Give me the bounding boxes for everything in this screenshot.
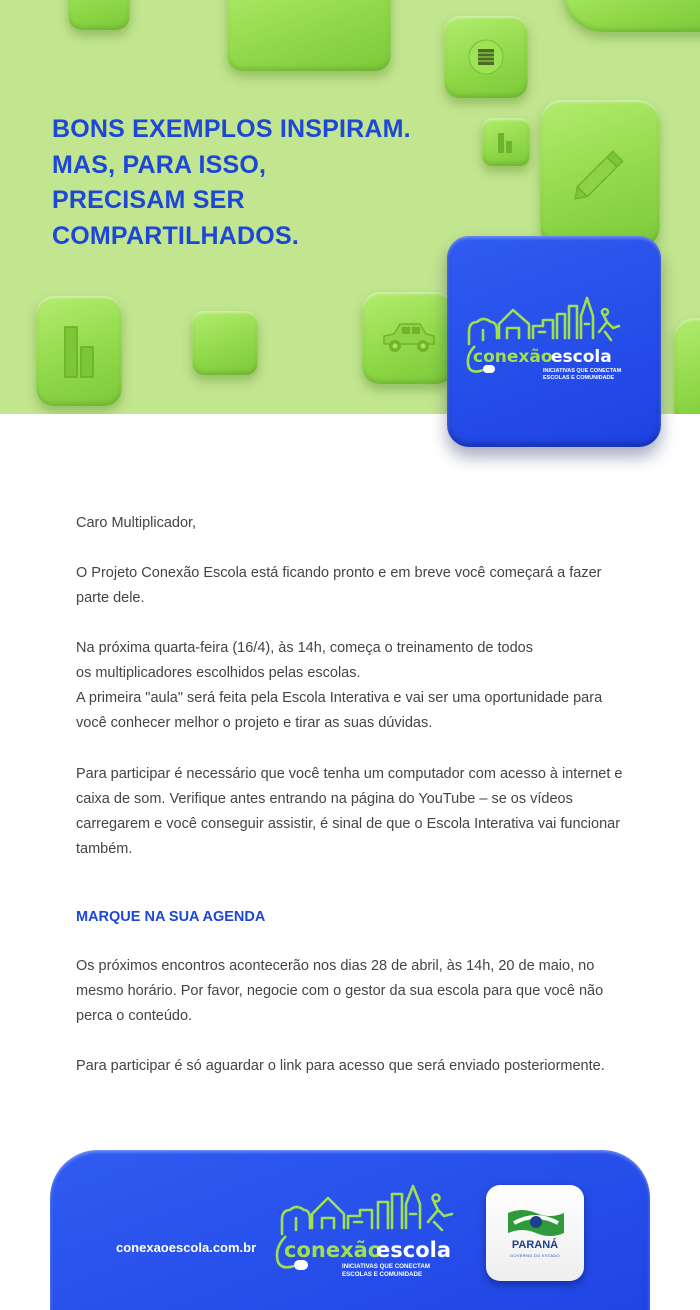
hero-headline: BONS EXEMPLOS INSPIRAM. MAS, PARA ISSO, PRECISAM SER COMPARTILHADOS. xyxy=(52,115,411,250)
decorative-tile xyxy=(563,0,700,32)
chart-tile xyxy=(36,296,122,406)
conexao-escola-logo xyxy=(447,236,661,447)
logo-tagline: ESCOLAS E COMUNIDADE xyxy=(342,1271,423,1278)
logo-word2: escola xyxy=(551,347,612,367)
parana-name: PARANÁ xyxy=(511,1239,559,1251)
paragraph: os multiplicadores escolhidos pelas escolas. xyxy=(76,665,361,681)
logo-word1: conexão xyxy=(473,347,553,367)
pencil-tile xyxy=(540,100,660,248)
section-title: MARQUE NA SUA AGENDA xyxy=(76,909,266,925)
parana-logo-card xyxy=(486,1185,584,1281)
car-tile xyxy=(362,292,454,384)
footer-banner xyxy=(50,1150,650,1310)
decorative-tile xyxy=(192,311,258,375)
logo-tagline: INICIATIVAS QUE CONECTAM xyxy=(543,368,622,374)
document-icon xyxy=(468,39,504,75)
paragraph: Os próximos encontros acontecerão nos dias 28 de abril, às 14h, 20 de maio, no mesmo horário. Por favor, negocie com o gestor da sua escola para que você não perca o conteúdo. xyxy=(76,958,604,1024)
bar-chart-icon xyxy=(57,321,101,381)
bar-chart-icon xyxy=(495,129,517,155)
conexao-escola-logo xyxy=(272,1174,472,1284)
paragraph: O Projeto Conexão Escola está ficando pronto e em breve você começará a fazer parte dele. xyxy=(76,565,602,606)
decorative-tile xyxy=(227,0,391,71)
logo-word1: conexão xyxy=(284,1238,383,1262)
logo-word2: escola xyxy=(376,1238,451,1262)
chart-tile xyxy=(482,118,530,166)
greeting: Caro Multiplicador, xyxy=(76,515,197,531)
paragraph: Para participar é necessário que você tenha um computador com acesso à internet e caixa de som. Verifique antes entrando na página do YouTube – se os vídeos carregarem e você conseguir assistir, é sinal de que o Escola Interativa vai funcionar também. xyxy=(76,766,623,857)
parana-flag-icon xyxy=(506,1207,566,1237)
parana-subtitle: GOVERNO DO ESTADO xyxy=(510,1253,560,1258)
document-tile xyxy=(444,16,528,98)
logo-tagline: ESCOLAS E COMUNIDADE xyxy=(543,375,615,381)
logo-tagline: INICIATIVAS QUE CONECTAM xyxy=(342,1263,430,1270)
car-icon xyxy=(378,318,438,358)
paragraph: A primeira "aula" será feita pela Escola Interativa e vai ser uma oportunidade para você conhecer melhor o projeto e tirar as suas dúvidas. xyxy=(76,690,603,731)
paragraph: Para participar é só aguardar o link para acesso que será enviado posteriormente. xyxy=(76,1058,605,1074)
decorative-tile xyxy=(674,318,700,414)
site-link[interactable]: conexaoescola.com.br xyxy=(116,1240,257,1255)
pencil-icon xyxy=(565,139,635,209)
conexao-escola-logo-card xyxy=(447,236,661,447)
paragraph: Na próxima quarta-feira (16/4), às 14h, começa o treinamento de todos xyxy=(76,640,533,656)
decorative-tile xyxy=(68,0,130,30)
